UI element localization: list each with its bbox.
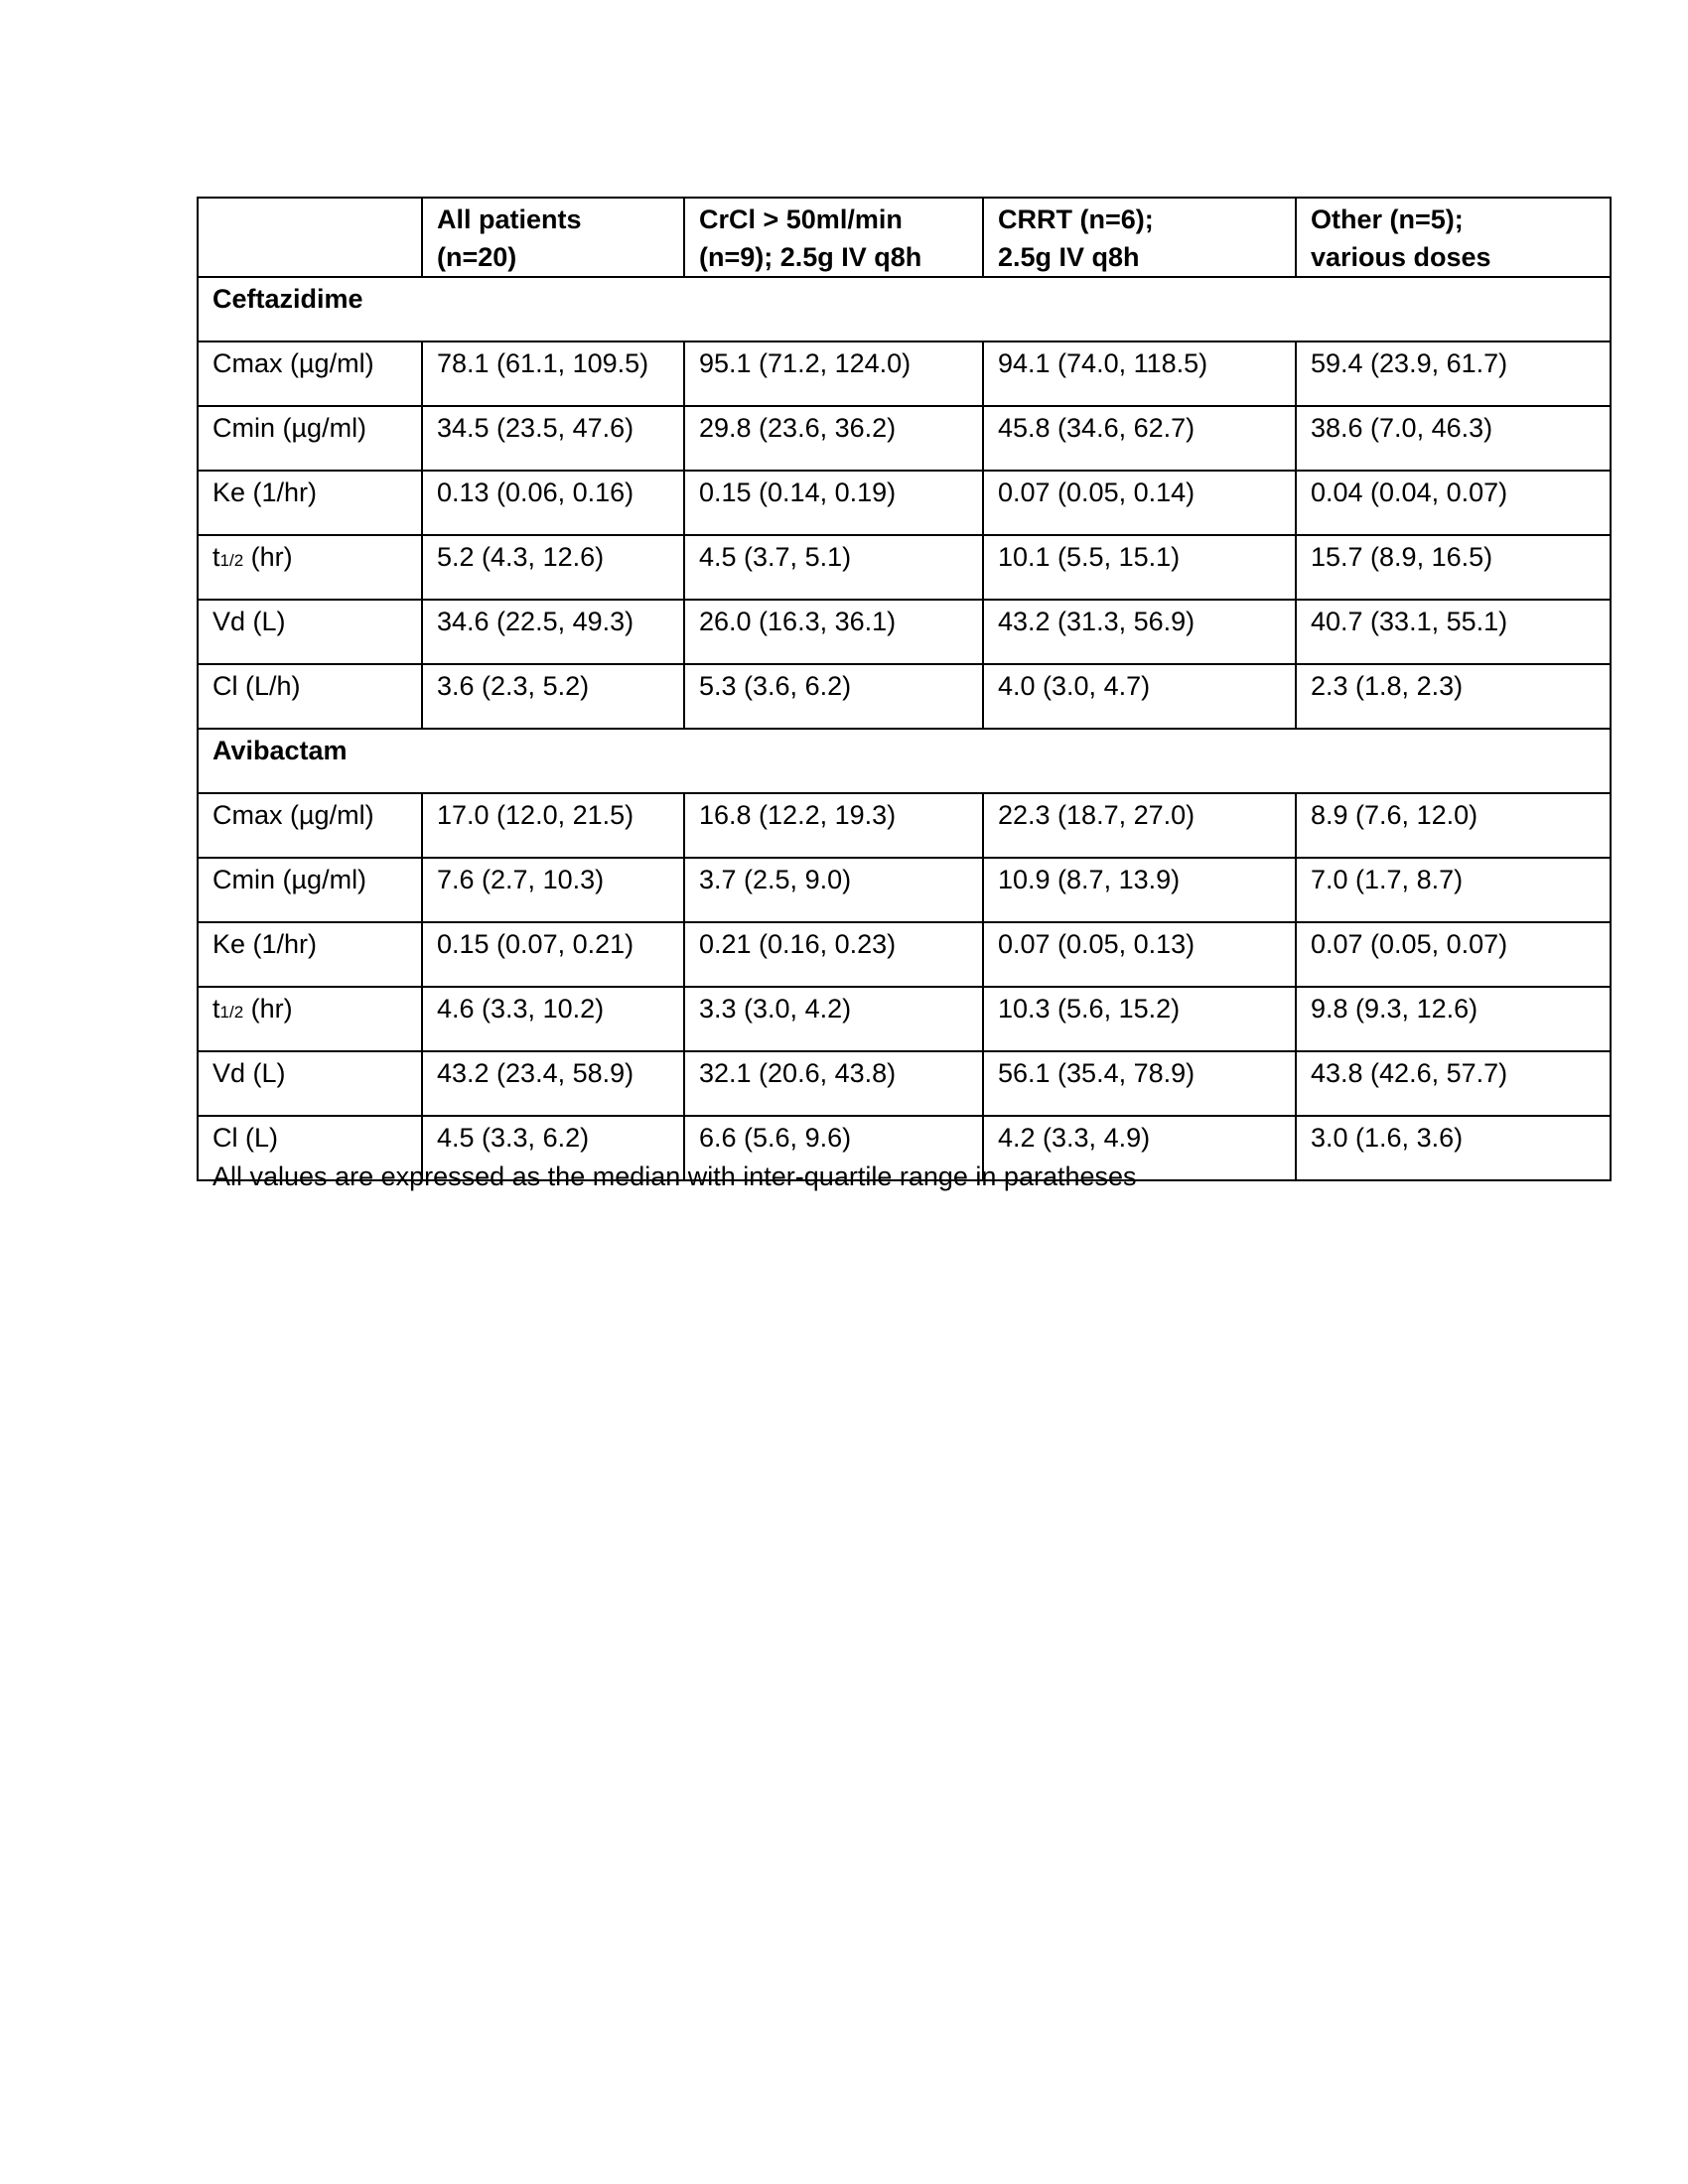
value-cell: 38.6 (7.0, 46.3): [1296, 406, 1611, 471]
param-cell: Ke (1/hr): [198, 471, 422, 535]
value-cell: 0.15 (0.07, 0.21): [422, 922, 684, 987]
value-cell: 0.15 (0.14, 0.19): [684, 471, 983, 535]
value-cell: 4.5 (3.3, 6.2): [422, 1116, 684, 1180]
value-cell: 7.0 (1.7, 8.7): [1296, 858, 1611, 922]
param-cell: Cl (L): [198, 1116, 422, 1180]
table-row: [198, 406, 1611, 471]
value-cell: 0.07 (0.05, 0.07): [1296, 922, 1611, 987]
table-row: [198, 471, 1611, 535]
param-base: t: [212, 542, 220, 572]
header-text: (n=9); 2.5g IV q8h: [699, 242, 922, 272]
param-cell: Cmin (µg/ml): [198, 858, 422, 922]
param-cell: Cmax (µg/ml): [198, 793, 422, 858]
value-cell: 59.4 (23.9, 61.7): [1296, 341, 1611, 406]
value-cell: 10.1 (5.5, 15.1): [983, 535, 1296, 600]
value-cell: 5.2 (4.3, 12.6): [422, 535, 684, 600]
value-cell: 0.07 (0.05, 0.13): [983, 922, 1296, 987]
value-cell: 56.1 (35.4, 78.9): [983, 1051, 1296, 1116]
value-cell: 43.8 (42.6, 57.7): [1296, 1051, 1611, 1116]
value-cell: 7.6 (2.7, 10.3): [422, 858, 684, 922]
param-suffix: (hr): [243, 994, 293, 1024]
value-cell: 32.1 (20.6, 43.8): [684, 1051, 983, 1116]
value-cell: 6.6 (5.6, 9.6): [684, 1116, 983, 1180]
param-subscript: 1/2: [219, 1003, 244, 1022]
value-cell: 4.5 (3.7, 5.1): [684, 535, 983, 600]
param-subscript: 1/2: [219, 551, 244, 570]
table-row: [198, 987, 1611, 1051]
header-text: CrCl > 50ml/min: [699, 205, 903, 234]
header-cell-parameter: [198, 198, 422, 277]
value-cell: 22.3 (18.7, 27.0): [983, 793, 1296, 858]
section-row-ceftazidime: [198, 277, 1611, 341]
value-cell: 15.7 (8.9, 16.5): [1296, 535, 1611, 600]
value-cell: 26.0 (16.3, 36.1): [684, 600, 983, 664]
table-footnote: All values are expressed as the median with inter-quartile range in paratheses: [212, 1161, 1137, 1191]
param-cell: Vd (L): [198, 600, 422, 664]
header-text: various doses: [1311, 242, 1491, 272]
header-text: 2.5g IV q8h: [998, 242, 1140, 272]
table-row: [198, 341, 1611, 406]
value-cell: 40.7 (33.1, 55.1): [1296, 600, 1611, 664]
value-cell: 3.7 (2.5, 9.0): [684, 858, 983, 922]
table-row: [198, 664, 1611, 729]
param-cell: [198, 535, 422, 600]
value-cell: 34.5 (23.5, 47.6): [422, 406, 684, 471]
section-title: Avibactam: [198, 729, 1611, 793]
value-cell: 5.3 (3.6, 6.2): [684, 664, 983, 729]
value-cell: 95.1 (71.2, 124.0): [684, 341, 983, 406]
pk-parameters-table: [197, 197, 1612, 1181]
section-title: Ceftazidime: [198, 277, 1611, 341]
header-text: Other (n=5);: [1311, 205, 1464, 234]
table-row: [198, 600, 1611, 664]
param-cell: Vd (L): [198, 1051, 422, 1116]
value-cell: 9.8 (9.3, 12.6): [1296, 987, 1611, 1051]
table-row: [198, 922, 1611, 987]
value-cell: 0.04 (0.04, 0.07): [1296, 471, 1611, 535]
param-cell: Cmin (µg/ml): [198, 406, 422, 471]
param-cell: Cmax (µg/ml): [198, 341, 422, 406]
value-cell: 3.0 (1.6, 3.6): [1296, 1116, 1611, 1180]
value-cell: 45.8 (34.6, 62.7): [983, 406, 1296, 471]
header-text: CRRT (n=6);: [998, 205, 1154, 234]
param-cell: [198, 987, 422, 1051]
value-cell: 3.3 (3.0, 4.2): [684, 987, 983, 1051]
value-cell: 17.0 (12.0, 21.5): [422, 793, 684, 858]
value-cell: 10.9 (8.7, 13.9): [983, 858, 1296, 922]
value-cell: 78.1 (61.1, 109.5): [422, 341, 684, 406]
section-row-avibactam: [198, 729, 1611, 793]
header-cell-crcl: [684, 198, 983, 277]
value-cell: 34.6 (22.5, 49.3): [422, 600, 684, 664]
header-cell-all-patients: [422, 198, 684, 277]
value-cell: 0.13 (0.06, 0.16): [422, 471, 684, 535]
table-row: [198, 1051, 1611, 1116]
value-cell: 8.9 (7.6, 12.0): [1296, 793, 1611, 858]
value-cell: 16.8 (12.2, 19.3): [684, 793, 983, 858]
value-cell: 2.3 (1.8, 2.3): [1296, 664, 1611, 729]
param-cell: Cl (L/h): [198, 664, 422, 729]
param-base: t: [212, 994, 220, 1024]
value-cell: 0.07 (0.05, 0.14): [983, 471, 1296, 535]
table-row: [198, 535, 1611, 600]
value-cell: 43.2 (31.3, 56.9): [983, 600, 1296, 664]
header-row: [198, 198, 1611, 277]
value-cell: 4.2 (3.3, 4.9): [983, 1116, 1296, 1180]
value-cell: 0.21 (0.16, 0.23): [684, 922, 983, 987]
value-cell: 94.1 (74.0, 118.5): [983, 341, 1296, 406]
param-suffix: (hr): [243, 542, 293, 572]
value-cell: 3.6 (2.3, 5.2): [422, 664, 684, 729]
value-cell: 43.2 (23.4, 58.9): [422, 1051, 684, 1116]
value-cell: 4.6 (3.3, 10.2): [422, 987, 684, 1051]
header-text: All patients: [437, 205, 582, 234]
table-row: [198, 858, 1611, 922]
param-cell: Ke (1/hr): [198, 922, 422, 987]
value-cell: 10.3 (5.6, 15.2): [983, 987, 1296, 1051]
table-row: [198, 793, 1611, 858]
header-cell-other: [1296, 198, 1611, 277]
value-cell: 29.8 (23.6, 36.2): [684, 406, 983, 471]
value-cell: 4.0 (3.0, 4.7): [983, 664, 1296, 729]
header-cell-crrt: [983, 198, 1296, 277]
header-text: (n=20): [437, 242, 517, 272]
